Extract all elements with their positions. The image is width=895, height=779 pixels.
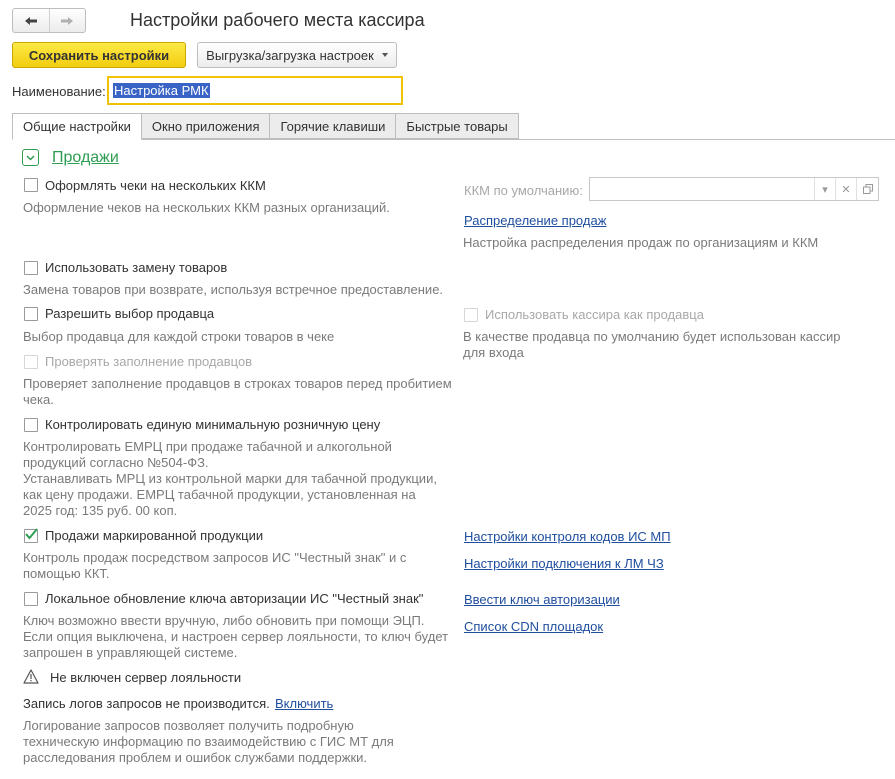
seller-choice-label: Разрешить выбор продавца xyxy=(45,306,215,321)
local-key-label: Локальное обновление ключа авторизации ИС "Честный знак" xyxy=(45,591,424,606)
arrow-left-icon xyxy=(24,16,38,26)
arrow-right-icon xyxy=(60,16,74,26)
min-price-hint-line: Устанавливать МРЦ из контрольной марки для табачной продукции, xyxy=(23,471,437,486)
min-price-checkbox[interactable] xyxy=(24,418,38,432)
replace-goods-label: Использовать замену товаров xyxy=(45,260,228,275)
export-import-label: Выгрузка/загрузка настроек xyxy=(206,47,374,63)
name-input[interactable] xyxy=(107,76,403,105)
min-price-hint-line: продукций согласно №504-ФЗ. xyxy=(23,455,209,470)
save-settings-button[interactable]: Сохранить настройки xyxy=(12,42,186,68)
cdn-list-link[interactable]: Список CDN площадок xyxy=(464,619,604,634)
min-price-hint-line: Контролировать ЕМРЦ при продаже табачной и алкогольной xyxy=(23,439,392,454)
kkm-default-select[interactable] xyxy=(589,177,879,201)
check-sellers-hint-line2: чека. xyxy=(23,392,54,407)
replace-goods-checkbox[interactable] xyxy=(24,261,38,275)
marked-goods-checkbox[interactable] xyxy=(24,529,38,543)
checkmark-icon xyxy=(24,527,38,541)
marked-goods-label: Продажи маркированной продукции xyxy=(45,528,264,543)
kkm-default-label: ККМ по умолчанию: xyxy=(464,183,583,198)
cashier-as-seller-label: Использовать кассира как продавца xyxy=(485,307,704,322)
local-key-hint-line: Если опция выключена, и настроен сервер лояльности, то ключ будет xyxy=(23,629,449,644)
enable-logging-link[interactable]: Включить xyxy=(275,696,334,711)
name-label: Наименование: xyxy=(12,84,106,99)
logging-hint-line: расследования проблем и ошибок службами поддержки. xyxy=(23,750,368,765)
sales-distribution-link[interactable]: Распределение продаж xyxy=(464,213,607,228)
clear-icon[interactable]: ✕ xyxy=(835,178,856,200)
chevron-down-icon xyxy=(26,155,35,161)
cashier-as-seller-checkbox[interactable] xyxy=(464,308,478,322)
section-title-sales[interactable]: Продажи xyxy=(52,149,119,166)
multi-kkm-checkbox[interactable] xyxy=(24,178,38,192)
local-key-checkbox[interactable] xyxy=(24,592,38,606)
min-price-hint-line: 2025 год: 135 руб. 00 коп. xyxy=(23,503,178,518)
open-icon[interactable] xyxy=(856,178,879,200)
min-price-label: Контролировать единую минимальную розничную цену xyxy=(45,417,381,432)
cashier-as-seller-hint-line1: В качестве продавца по умолчанию будет использован кассир xyxy=(463,329,841,344)
dropdown-arrow-icon[interactable]: ▾ xyxy=(814,178,835,200)
marked-goods-hint-line1: Контроль продаж посредством запросов ИС "Честный знак" и с xyxy=(23,550,407,565)
multi-kkm-hint: Оформление чеков на нескольких ККМ разных организаций. xyxy=(23,200,390,215)
tab-divider xyxy=(12,139,895,140)
name-value: Настройка РМК xyxy=(114,83,209,98)
section-collapse-toggle[interactable] xyxy=(22,149,39,166)
warning-icon xyxy=(23,669,39,684)
tab-bar xyxy=(12,113,518,140)
sales-distribution-hint: Настройка распределения продаж по организациям и ККМ xyxy=(463,235,819,250)
loyalty-warning-text: Не включен сервер лояльности xyxy=(50,670,242,685)
check-sellers-label: Проверять заполнение продавцов xyxy=(45,354,253,369)
enter-auth-key-link[interactable]: Ввести ключ авторизации xyxy=(464,592,620,607)
check-sellers-checkbox[interactable] xyxy=(24,355,38,369)
page-title: Настройки рабочего места кассира xyxy=(130,10,425,30)
lm-connection-settings-link[interactable]: Настройки подключения к ЛМ ЧЗ xyxy=(464,556,664,571)
min-price-hint-line: как цену продажи. ЕМРЦ табачной продукции, установленная на xyxy=(23,487,416,502)
codes-control-settings-link[interactable]: Настройки контроля кодов ИС МП xyxy=(464,529,671,544)
cashier-as-seller-hint-line2: для входа xyxy=(463,345,524,360)
logging-status-text: Запись логов запросов не производится. xyxy=(23,696,270,711)
tab-quick-goods[interactable]: Быстрые товары xyxy=(395,113,518,139)
replace-goods-hint: Замена товаров при возврате, используя встречное предоставление. xyxy=(23,282,444,297)
logging-hint-line: Логирование запросов позволяет получить подробную xyxy=(23,718,354,733)
back-button[interactable] xyxy=(13,9,49,32)
export-import-button[interactable] xyxy=(197,42,397,68)
tab-general[interactable]: Общие настройки xyxy=(12,113,142,140)
local-key-hint-line: запрошен в управляющей системе. xyxy=(23,645,238,660)
nav-buttons xyxy=(12,8,86,33)
seller-choice-checkbox[interactable] xyxy=(24,307,38,321)
chevron-down-icon xyxy=(382,53,388,57)
tab-app-window[interactable]: Окно приложения xyxy=(141,113,271,139)
seller-choice-hint: Выбор продавца для каждой строки товаров в чеке xyxy=(23,329,335,344)
tab-hotkeys[interactable]: Горячие клавиши xyxy=(269,113,396,139)
check-sellers-hint-line1: Проверяет заполнение продавцов в строках товаров перед пробитием xyxy=(23,376,452,391)
forward-button[interactable] xyxy=(49,9,86,32)
local-key-hint-line: Ключ возможно ввести вручную, либо обновить при помощи ЭЦП. xyxy=(23,613,425,628)
marked-goods-hint-line2: помощью ККТ. xyxy=(23,566,110,581)
logging-hint-line: техническую информацию по взаимодействию с ГИС МТ для xyxy=(23,734,394,749)
multi-kkm-label: Оформлять чеки на нескольких ККМ xyxy=(45,178,266,193)
